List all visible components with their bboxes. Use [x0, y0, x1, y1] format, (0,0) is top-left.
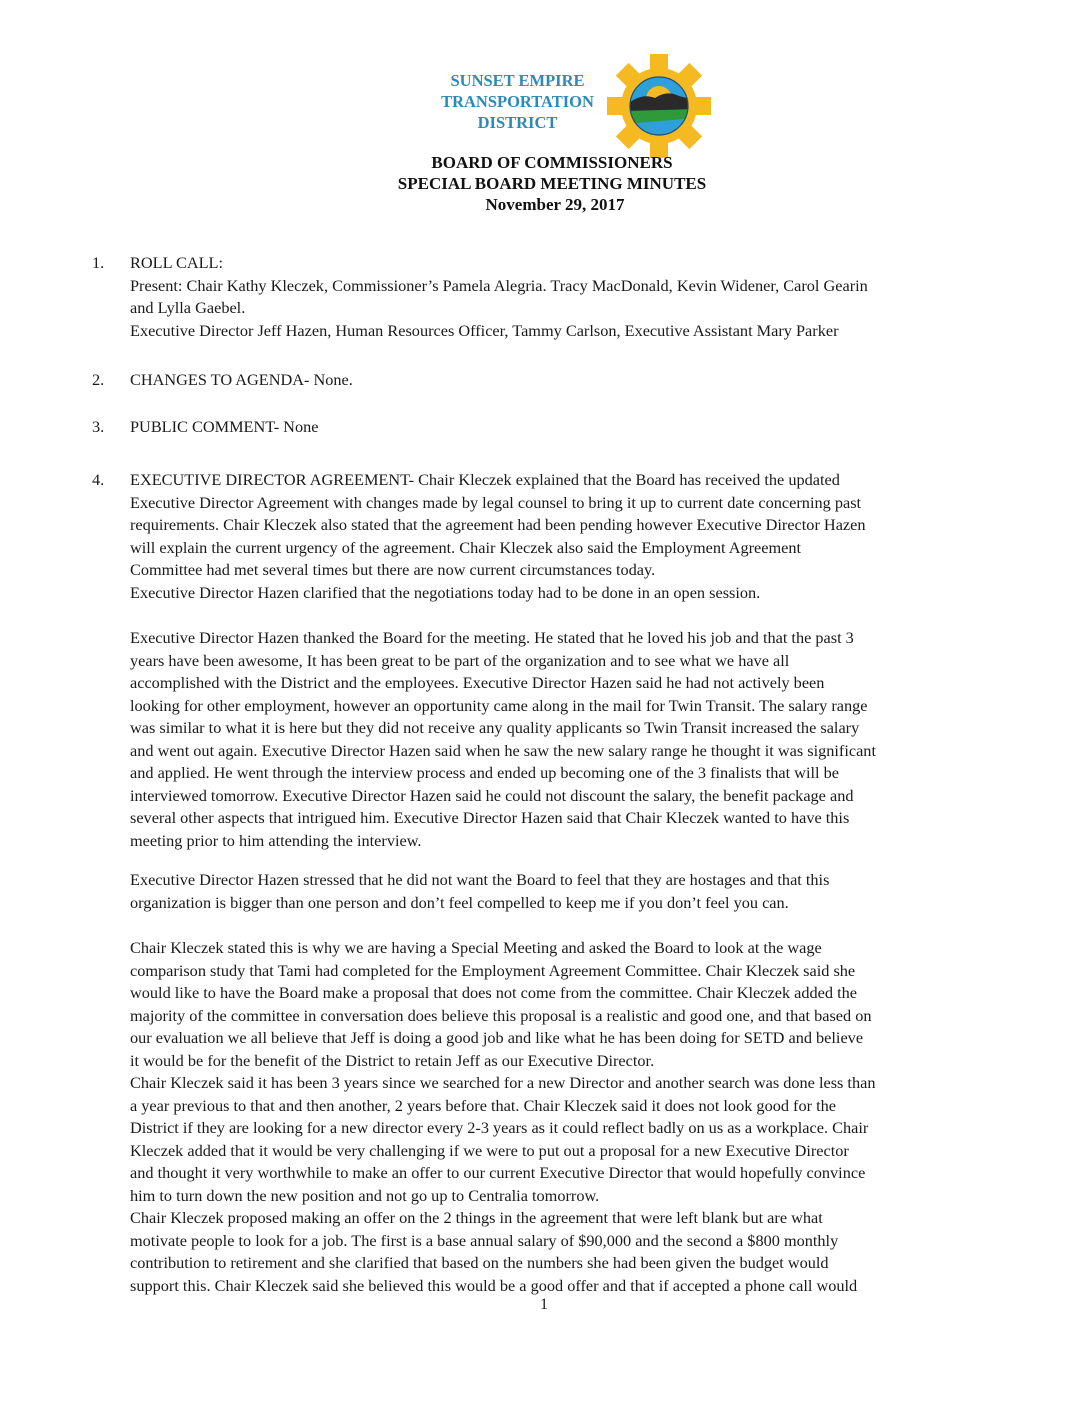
item-line: and Lylla Gaebel. [130, 298, 246, 317]
paragraph-line: him to turn down the new position and not go up to Centralia tomorrow. [130, 1185, 600, 1205]
paragraph-line: a year previous to that and then another, 2 years before that. Chair Kleczek said it does not look good for the [130, 1095, 837, 1115]
org-name-line: DISTRICT [477, 113, 558, 132]
paragraph-hazen-stressed [130, 869, 1050, 914]
header-subtitle: SPECIAL BOARD MEETING MINUTES [397, 174, 707, 193]
item-line: EXECUTIVE DIRECTOR AGREEMENT- Chair Kleczek explained that the Board has received the updated [130, 470, 840, 489]
paragraph-line: it would be for the benefit of the District to retain Jeff as our Executive Director. [130, 1050, 655, 1070]
paragraph-line: our evaluation we all believe that Jeff is doing a good job and like what he has been doing for SETD and believe [130, 1028, 864, 1047]
logo [425, 52, 715, 152]
paragraph-line: looking for other employment, however an opportunity came along in the mail for Twin Transit. The salary range [130, 695, 868, 715]
item-number: 2. [92, 370, 105, 389]
item-line: ROLL CALL: [130, 253, 224, 272]
page-number: 1 [540, 1296, 548, 1313]
paragraph-line: support this. Chair Kleczek said she believed this would be a good offer and that if accepted a phone call would [130, 1275, 858, 1295]
paragraph-line: Chair Kleczek said it has been 3 years since we searched for a new Director and another search was done less than [130, 1073, 876, 1092]
paragraph-hazen-statement [130, 627, 1050, 852]
item-line: CHANGES TO AGENDA- None. [130, 370, 353, 389]
org-name [425, 70, 610, 133]
document-header [0, 152, 1088, 215]
paragraph-line: years have been awesome, It has been great to be part of the organization and to see what we have all [130, 650, 790, 670]
paragraph-line: interviewed tomorrow. Executive Director Hazen said he could not discount the salary, the benefit package and [130, 785, 854, 805]
item-line: Executive Director Agreement with changes made by legal counsel to bring it up to current date concerning past [130, 492, 862, 512]
item-body [130, 369, 1050, 392]
paragraph-line: and went out again. Executive Director Hazen said when he saw the new salary range he thought it was significant [130, 740, 876, 760]
item-line: Present: Chair Kathy Kleczek, Commissioner’s Pamela Alegria. Tracy MacDonald, Kevin Widener, Carol Gearin [130, 275, 868, 295]
item-line: PUBLIC COMMENT- None [130, 417, 319, 436]
item-body [130, 469, 1050, 604]
item-line: Executive Director Jeff Hazen, Human Resources Officer, Tammy Carlson, Executive Assistant Mary Parker [130, 320, 839, 340]
paragraph-line: majority of the committee in conversation does believe this proposal is a realistic and good one, and that based on [130, 1005, 872, 1025]
header-title: BOARD OF COMMISSIONERS [431, 153, 673, 172]
paragraph-line: Executive Director Hazen stressed that he did not want the Board to feel that they are hostages and that this [130, 870, 830, 889]
paragraph-line: Kleczek added that it would be very challenging if we were to put out a proposal for a new Executive Director [130, 1140, 849, 1160]
paragraph-line: Chair Kleczek stated this is why we are having a Special Meeting and asked the Board to look at the wage [130, 938, 822, 957]
paragraph-line: Executive Director Hazen thanked the Board for the meeting. He stated that he loved his job and that the past 3 [130, 628, 854, 647]
paragraph-kleczek-proposal [130, 937, 1050, 1297]
paragraph-line: contribution to retirement and she clarified that based on the numbers she had been given the budget would [130, 1253, 829, 1272]
paragraph-line: was similar to what it is here but they did not receive any quality applicants so Twin Transit increased the salary [130, 718, 860, 737]
item-body [130, 416, 1050, 439]
item-line: will explain the current urgency of the agreement. Chair Kleczek also said the Employment Agreement [130, 537, 802, 557]
paragraph-line: District if they are looking for a new director every 2-3 years as it could reflect badly on us as a workplace. Chair [130, 1118, 869, 1137]
item-number: 4. [92, 470, 105, 489]
paragraph-line: motivate people to look for a job. The first is a base annual salary of $90,000 and the second a $800 monthly [130, 1230, 839, 1250]
header-date: November 29, 2017 [485, 195, 625, 214]
item-line: Executive Director Hazen clarified that the negotiations today had to be done in an open session. [130, 582, 761, 602]
paragraph-line: would like to have the Board make a proposal that does not come from the committee. Chair Kleczek added the [130, 983, 857, 1002]
org-name-line: SUNSET EMPIRE [450, 71, 585, 90]
org-name-line: TRANSPORTATION [441, 92, 594, 111]
item-body [130, 252, 1050, 342]
paragraph-line: several other aspects that intrigued him. Executive Director Hazen said that Chair Kleczek wanted to have this [130, 808, 850, 827]
paragraph-line: meeting prior to him attending the interview. [130, 830, 422, 850]
gear-landscape-icon [607, 54, 711, 158]
item-line: Committee had met several times but there are now current circumstances today. [130, 560, 656, 579]
item-number: 1. [92, 253, 105, 272]
paragraph-line: and thought it very worthwhile to make an offer to our current Executive Director that would hopefully convince [130, 1163, 866, 1182]
paragraph-line: comparison study that Tami had completed for the Employment Agreement Committee. Chair Kleczek said she [130, 960, 856, 980]
item-number: 3. [92, 417, 105, 436]
paragraph-line: Chair Kleczek proposed making an offer on the 2 things in the agreement that were left blank but are what [130, 1208, 823, 1227]
paragraph-line: accomplished with the District and the employees. Executive Director Hazen said he had not actively been [130, 673, 825, 692]
paragraph-line: and applied. He went through the interview process and ended up becoming one of the 3 finalists that will be [130, 763, 839, 782]
paragraph-line: organization is bigger than one person and don’t feel compelled to keep me if you don’t feel you can. [130, 892, 789, 912]
item-line: requirements. Chair Kleczek also stated that the agreement had been pending however Executive Director Hazen [130, 515, 866, 534]
